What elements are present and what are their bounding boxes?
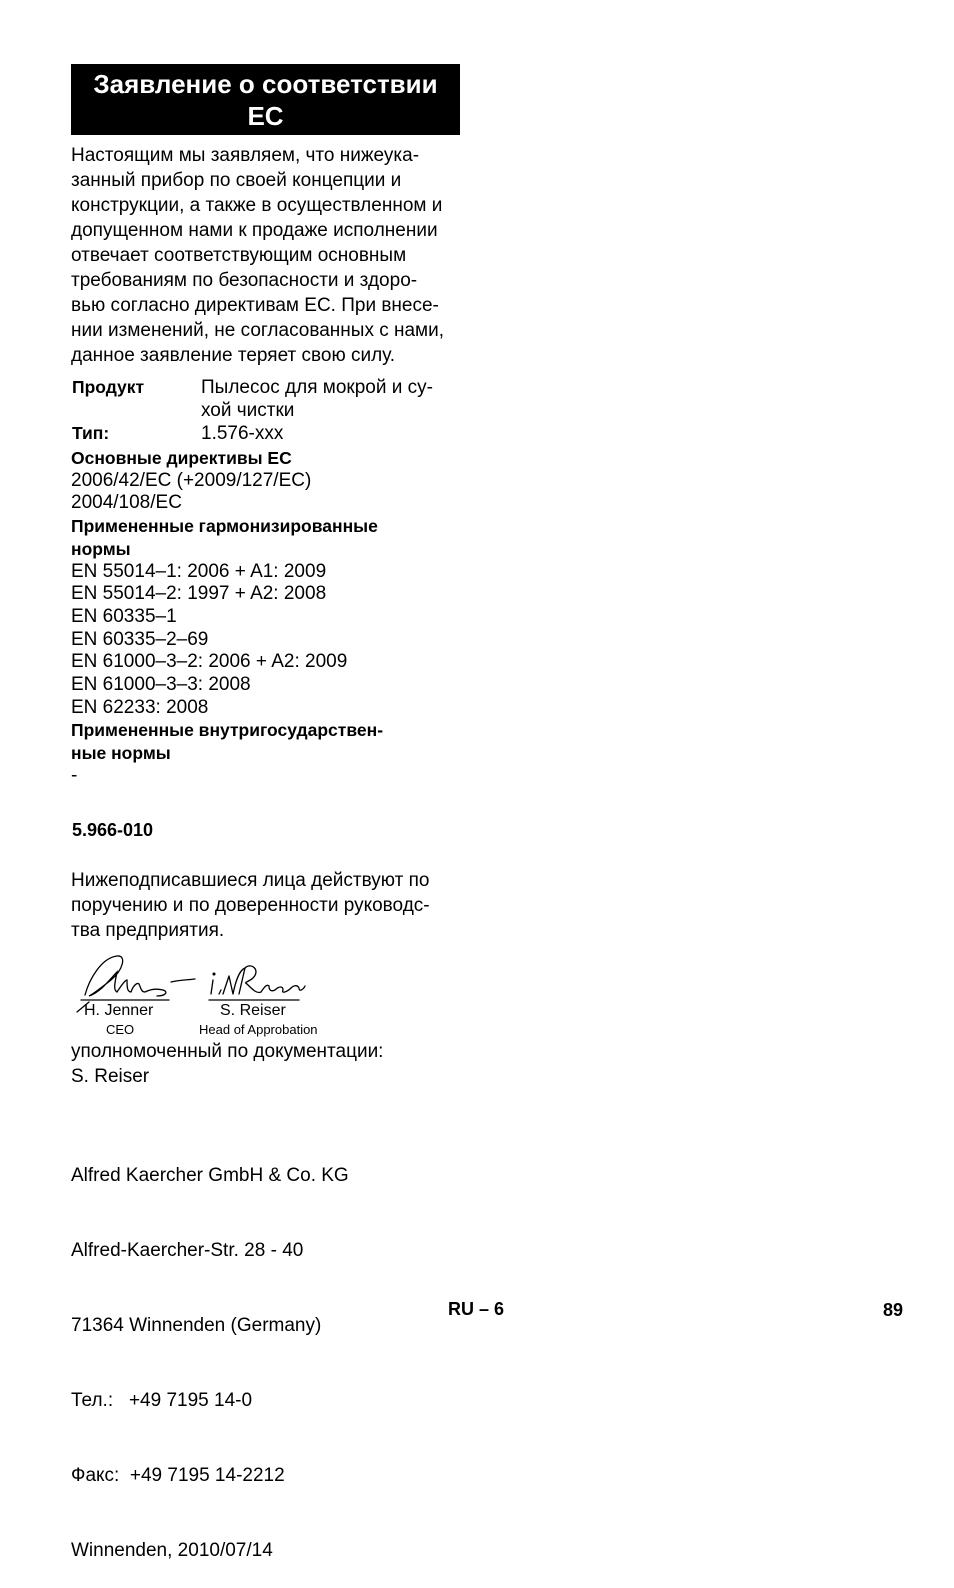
page-title bbox=[71, 64, 460, 135]
note-line: поручению и по доверенности руководс- bbox=[71, 895, 430, 916]
product-value-line-2: хой чистки bbox=[201, 400, 295, 421]
harmonized-item: EN 55014–2: 1997 + A2: 2008 bbox=[71, 583, 327, 605]
footer-section-label: RU – 6 bbox=[448, 1299, 505, 1319]
directives-heading: Основные директивы ЕС bbox=[71, 448, 292, 468]
product-label: Продукт bbox=[72, 377, 145, 397]
intro-line: Настоящим мы заявляем, что нижеука- bbox=[71, 145, 420, 166]
signer-name-jenner: H. Jenner bbox=[84, 1002, 154, 1019]
intro-line: занный прибор по своей концепции и bbox=[71, 170, 402, 191]
harmonized-heading-line-2: нормы bbox=[71, 538, 131, 559]
product-row bbox=[71, 376, 463, 399]
note-line: тва предприятия. bbox=[71, 920, 225, 941]
address-fax: Факс: +49 7195 14-2212 bbox=[71, 1465, 285, 1486]
address-phone: Тел.: +49 7195 14-0 bbox=[71, 1390, 253, 1411]
harmonized-item: EN 61000–3–3: 2008 bbox=[71, 674, 251, 696]
signers-note bbox=[71, 868, 463, 943]
authorized-block bbox=[71, 1039, 463, 1089]
national-heading-line-1: Примененные внутригосударствен- bbox=[71, 720, 384, 741]
intro-line: конструкции, а также в осуществленном и bbox=[71, 195, 443, 216]
title-line-2: ЕС bbox=[247, 100, 284, 131]
authorized-label: уполномоченный по документации: bbox=[71, 1041, 384, 1062]
signer-name-reiser: S. Reiser bbox=[220, 1002, 286, 1019]
product-row-cont bbox=[71, 399, 463, 422]
harmonized-item: EN 60335–1 bbox=[71, 605, 177, 627]
harmonized-item: EN 62233: 2008 bbox=[71, 696, 209, 718]
product-block bbox=[71, 376, 463, 445]
document-code: 5.966-010 bbox=[72, 820, 154, 840]
title-line-1: Заявление о соответствии bbox=[93, 68, 438, 99]
address-date: Winnenden, 2010/07/14 bbox=[71, 1540, 273, 1561]
intro-line: требованиям по безопасности и здоро- bbox=[71, 270, 418, 291]
address-line: Alfred-Kaercher-Str. 28 - 40 bbox=[71, 1240, 304, 1261]
national-heading-line-2: ные нормы bbox=[71, 743, 171, 764]
product-value-line-1: Пылесос для мокрой и су- bbox=[201, 377, 433, 398]
intro-line: нии изменений, не согласованных с нами, bbox=[71, 320, 445, 341]
intro-line: отвечает соответствующим основным bbox=[71, 245, 407, 266]
harmonized-item: EN 61000–3–2: 2006 + A2: 2009 bbox=[71, 651, 348, 673]
note-line: Нижеподписавшиеся лица действуют по bbox=[71, 870, 430, 891]
address-line: 71364 Winnenden (Germany) bbox=[71, 1315, 322, 1336]
directive-item: 2006/42/EC (+2009/127/EC) bbox=[71, 469, 312, 491]
address-line: Alfred Kaercher GmbH & Co. KG bbox=[71, 1165, 349, 1186]
address-block bbox=[71, 1113, 463, 1588]
authorized-name: S. Reiser bbox=[71, 1066, 150, 1087]
harmonized-heading-line-1: Примененные гармонизированные bbox=[71, 516, 378, 537]
directive-item: 2004/108/EC bbox=[71, 492, 182, 514]
signer-role-approbation: Head of Approbation bbox=[199, 1022, 318, 1037]
intro-line: данное заявление теряет свою силу. bbox=[71, 345, 396, 366]
type-label: Тип: bbox=[72, 423, 110, 443]
intro-line: допущенном нами к продаже исполнении bbox=[71, 220, 438, 241]
harmonized-item: EN 60335–2–69 bbox=[71, 628, 209, 650]
intro-line: вью согласно директивам ЕС. При внесе- bbox=[71, 295, 439, 316]
national-value: - bbox=[71, 764, 78, 786]
type-value: 1.576-xxx bbox=[201, 423, 284, 444]
footer-page-number: 89 bbox=[883, 1300, 904, 1320]
standards-block bbox=[71, 447, 463, 788]
harmonized-item: EN 55014–1: 2006 + A1: 2009 bbox=[71, 560, 327, 582]
type-row bbox=[71, 422, 463, 445]
intro-paragraph bbox=[71, 143, 463, 368]
signer-role-ceo: CEO bbox=[106, 1022, 135, 1037]
